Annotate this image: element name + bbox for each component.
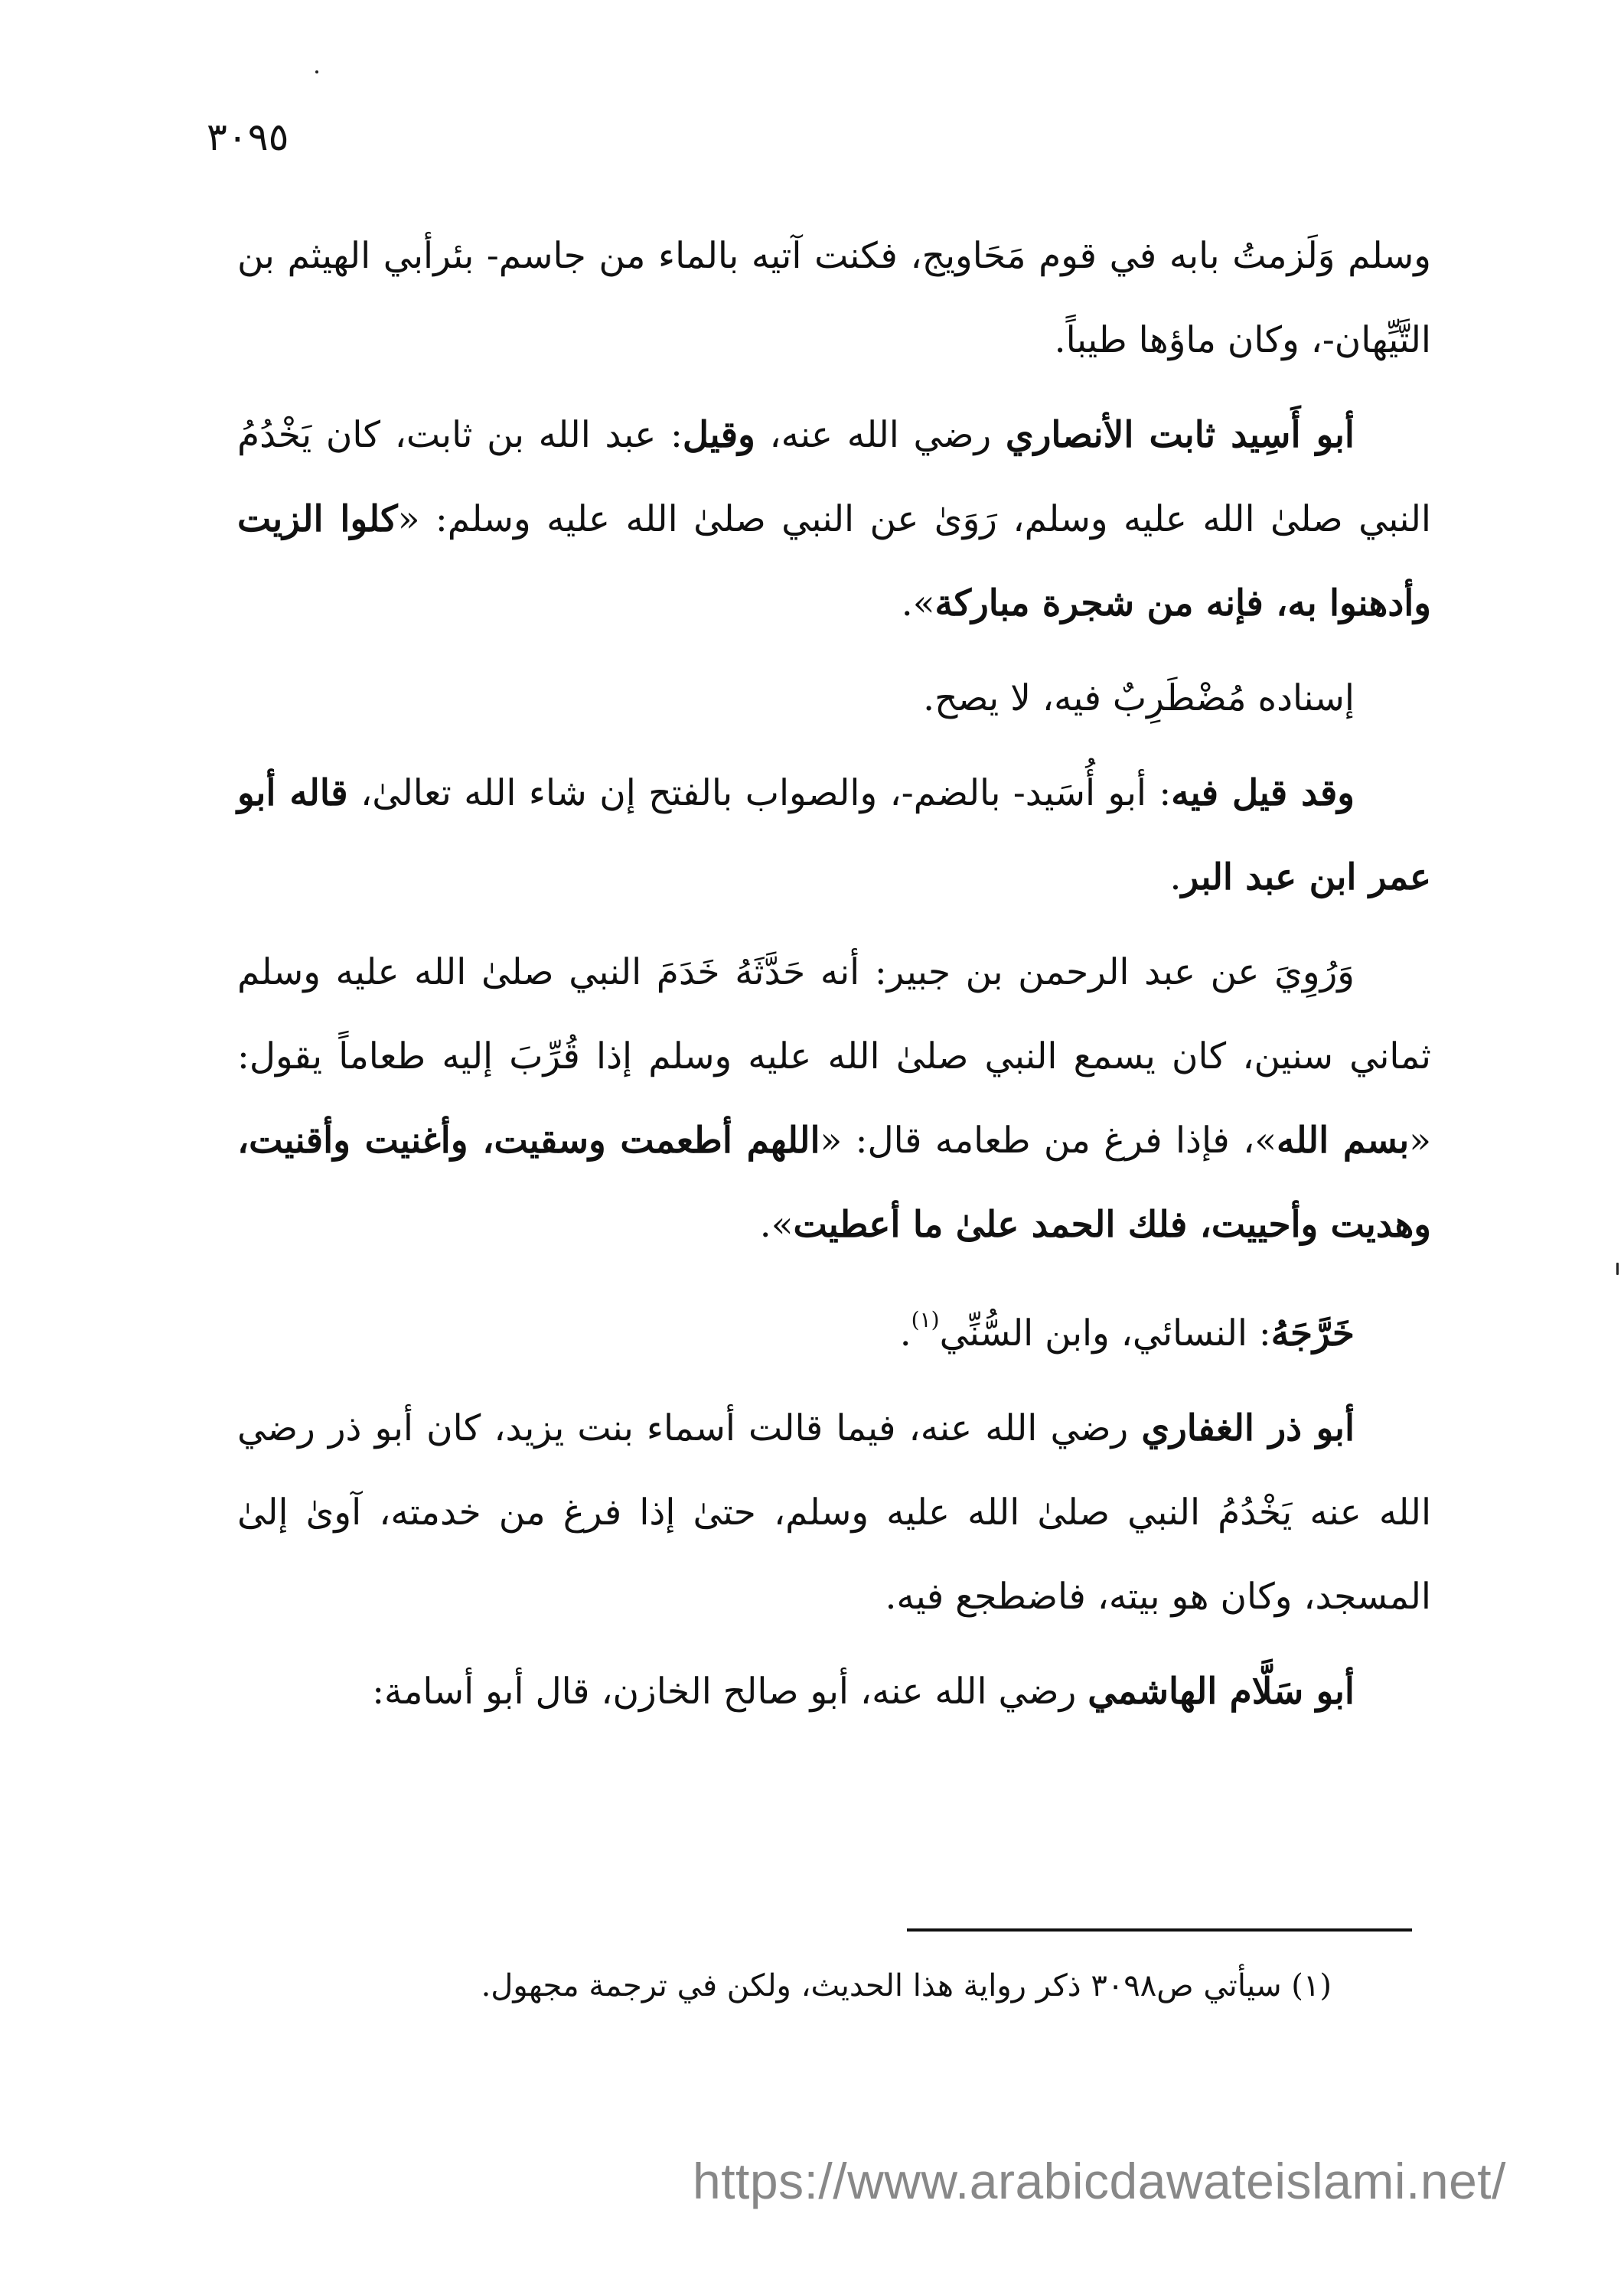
paragraph-5-closing: ». <box>759 1204 794 1246</box>
paragraph-5-text-a: وَرُوِيَ عن عبد الرحمن بن جبير: أنه حَدَّثَهُ خَدَمَ النبي صلىٰ الله عليه وسلم ثماني سنين، كان يسمع النبي صلىٰ الله عليه وسلم إذا قُرِّبَ إليه طعاماً يقول: « <box>237 951 1431 1162</box>
paragraph-6 <box>237 1278 1431 1376</box>
paragraph-4 <box>237 751 1431 920</box>
paragraph-5-text-b: »، فإذا فرغ من طعامه قال: « <box>820 1120 1277 1162</box>
paragraph-4-attribution: قاله أبو عمر ابن عبد البر <box>237 772 1431 898</box>
footnote <box>237 1955 1332 2016</box>
paragraph-8-text: رضي الله عنه، أبو صالح الخازن، قال أبو أسامة: <box>372 1671 1088 1713</box>
paragraph-5 <box>237 931 1431 1267</box>
scan-speck <box>315 70 318 73</box>
footnote-text: (١) سيأتي ص٣٠٩٨ ذكر رواية هذا الحديث، ولكن في ترجمة مجهول. <box>481 1968 1332 2003</box>
paragraph-2-closing: ». <box>901 582 935 624</box>
dua-quote: اللهم أطعمت وسقيت، وأغنيت وأقنيت، وهديت وأحييت، فلك الحمد علىٰ ما أعطيت <box>237 1120 1431 1246</box>
hadith-quote: كلوا الزيت وأدهنوا به، فإنه من شجرة مباركة <box>237 498 1431 624</box>
paragraph-4-end: . <box>1169 856 1182 898</box>
paragraph-2-keyword: وقيل <box>682 414 755 456</box>
paragraph-6-end: . <box>899 1312 911 1355</box>
footnote-reference: (١) <box>911 1307 940 1332</box>
source-watermark: https://www.arabicdawateislami.net/ <box>693 2153 1506 2209</box>
entry-heading-abu-sallam: أبو سَلَّام الهاشمي <box>1088 1671 1355 1713</box>
footnote-divider <box>907 1928 1412 1932</box>
paragraph-4-lead: وقد قيل فيه <box>1171 772 1355 814</box>
entry-heading-abu-dharr: أبو ذر الغفاري <box>1141 1407 1355 1449</box>
page-number: ٣٠٩٥ <box>207 115 289 159</box>
paragraph-1 <box>237 214 1431 383</box>
paragraph-4-text: : أبو أُسَيد- بالضم-، والصواب بالفتح إن شاء الله تعالىٰ، <box>347 772 1172 814</box>
paragraph-6-lead: خَرَّجَهُ <box>1270 1312 1355 1355</box>
paragraph-1-text: وسلم وَلَزمتُ بابه في قوم مَحَاويج، فكنت آتيه بالماء من جاسم- بئرأبي الهيثم بن التَّيِّهان-، وكان ماؤها طيباً. <box>237 235 1431 361</box>
entry-heading-abu-asid: أبو أَسِيد ثابت الأنصاري <box>1005 414 1355 456</box>
paragraph-3 <box>237 657 1431 741</box>
isnad-note: إسناده مُضْطَرِبٌ فيه، لا يصح. <box>923 677 1355 719</box>
paragraph-8 <box>237 1650 1431 1734</box>
paragraph-7 <box>237 1387 1431 1639</box>
scan-speck <box>1616 1263 1619 1275</box>
paragraph-2-text-b: : عبد الله بن ثابت، كان يَخْدُمُ النبي صلىٰ الله عليه وسلم، رَوَىٰ عن النبي صلىٰ الله عليه وسلم: « <box>237 414 1431 540</box>
paragraph-2 <box>237 393 1431 646</box>
paragraph-6-text: : النسائي، وابن السُّنِّي <box>939 1312 1271 1355</box>
paragraph-7-text: رضي الله عنه، فيما قالت أسماء بنت يزيد، كان أبو ذر رضي الله عنه يَخْدُمُ النبي صلىٰ الله عليه وسلم، حتىٰ إذا فرغ من خدمته، آوىٰ إلىٰ المسجد، وكان هو بيته، فاضطجع فيه. <box>237 1407 1431 1618</box>
main-text <box>237 214 1431 1734</box>
paragraph-2-text-a: رضي الله عنه، <box>755 414 1006 456</box>
bismillah-quote: بسم الله <box>1277 1120 1410 1162</box>
